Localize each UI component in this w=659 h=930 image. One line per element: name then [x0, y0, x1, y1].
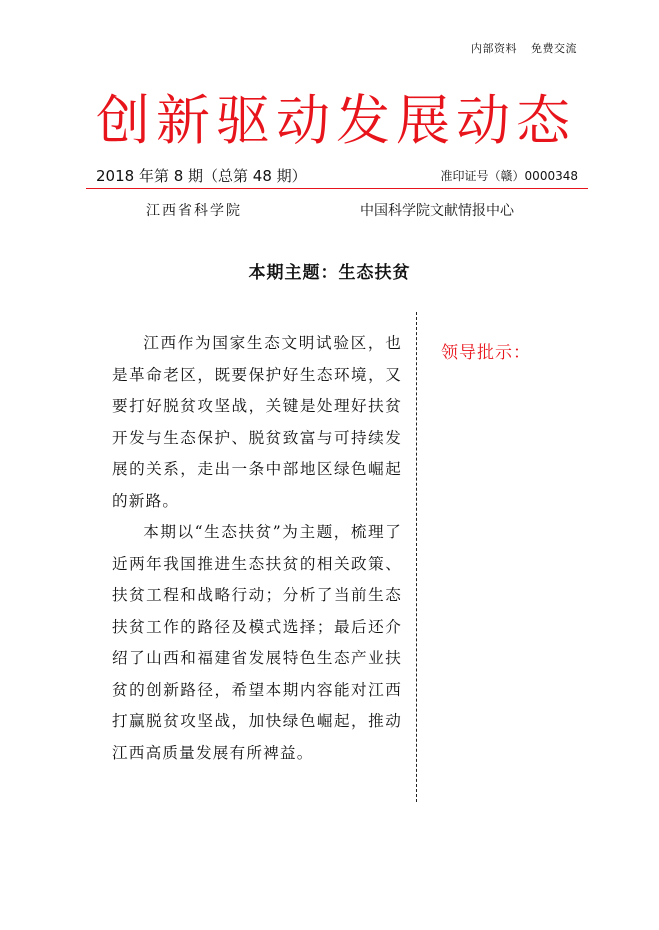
issue-row	[96, 165, 586, 187]
masthead-title: 创新驱动发展动态	[96, 89, 576, 152]
body-text	[112, 328, 402, 769]
issue-theme: 本期主题：生态扶贫	[248, 263, 411, 283]
issue-number: 2018 年第 8 期（总第 48 期）	[96, 167, 307, 185]
print-permit-number: 准印证号（赣）0000348	[440, 169, 578, 183]
free-exchange-label: 免费交流	[531, 42, 577, 55]
header-labels	[471, 40, 577, 56]
body-paragraph: 本期以“生态扶贫”为主题，梳理了近两年我国推进生态扶贫的相关政策、扶贫工程和战略行动；分析了当前生态扶贫工作的路径及模式选择；最后还介绍了山西和福建省发展特色生态产业扶贫的创新路径，希望本期内容能对江西打赢脱贫攻坚战，加快绿色崛起，推动江西高质量发展有所裨益。	[112, 523, 402, 762]
organization-left: 江西省科学院	[146, 203, 242, 219]
dashed-column-divider	[416, 312, 417, 802]
organization-right: 中国科学院文献情报中心	[360, 203, 514, 219]
internal-material-label: 内部资料	[471, 42, 517, 55]
header-divider-line	[86, 188, 588, 189]
body-paragraph: 江西作为国家生态文明试验区，也是革命老区，既要保护好生态环境，又要打好脱贫攻坚战，关键是处理好扶贫开发与生态保护、脱贫致富与可持续发展的关系，走出一条中部地区绿色崛起的新路。	[112, 334, 402, 510]
leader-instruction-label: 领导批示：	[441, 343, 531, 363]
